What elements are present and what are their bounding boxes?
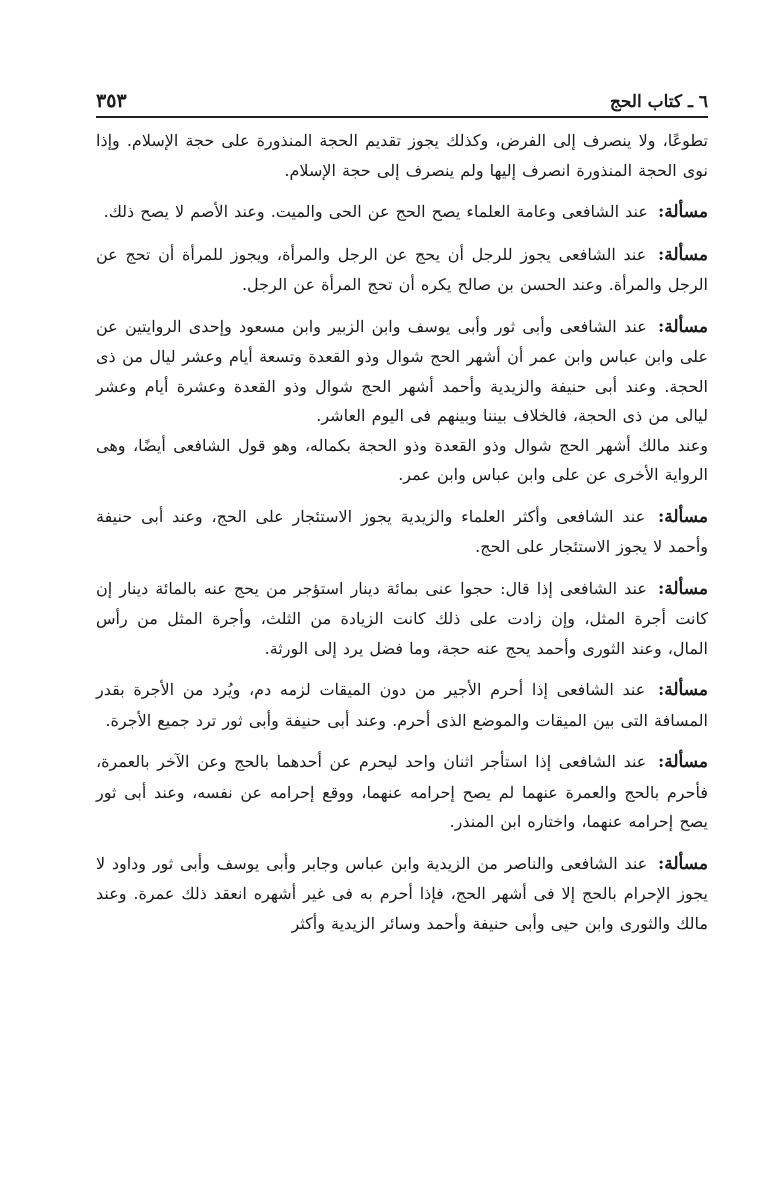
masala-heading: مسألة:: [657, 752, 709, 772]
masala-heading: مسألة:: [657, 578, 708, 599]
paragraph-text: عند الشافعى إذا أحرم الأجير من دون الميقات لزمه دم، ويُرد من الأجرة بقدر المسافة التى بين الميقات والموضع الذى أحرم. وعند أبى حنيفة وأبى ثور ترد جميع الأجرة.: [96, 680, 708, 730]
paragraph-masala: [96, 849, 708, 939]
paragraph-masala: [96, 312, 708, 431]
paragraph-text: عند الشافعى والناصر من الزيدية وابن عباس وجابر وأبى يوسف وأبى ثور وداود لا يجوز الإحرام بالحج إلا فى أشهر الحج، فإذا أحرم به فى غير أشهره انعقد ذلك عمرة. وعند مالك والثورى وابن حيى وأبى حنيفة وأحمد وسائر الزيدية وأكثر: [96, 853, 708, 933]
paragraph-text: عند الشافعى وعامة العلماء يصح الحج عن الحى والميت. وعند الأصم لا يصح ذلك.: [103, 202, 648, 221]
paragraph-text: تطوعًا، ولا ينصرف إلى الفرض، وكذلك يجوز تقديم الحجة المنذورة على حجة الإسلام. وإذا نوى الحجة المنذورة انصرف إليها ولم ينصرف إلى حجة الإسلام.: [96, 131, 708, 180]
paragraph-masala: [96, 747, 708, 837]
page-number: ٣٥٣: [96, 90, 127, 112]
paragraph-continuation: [96, 126, 708, 185]
paragraph-text: وعند مالك أشهر الحج شوال وذو القعدة وذو الحجة بكماله، وهو قول الشافعى أيضًا، وهى الرواية الأخرى عن على وابن عباس وابن عمر.: [96, 435, 708, 484]
book-page: [96, 82, 708, 950]
masala-heading: مسألة:: [657, 202, 708, 222]
paragraph-text: عند الشافعى وأكثر العلماء والزيدية يجوز الاستئجار على الحج، وعند أبى حنيفة وأحمد لا يجوز الاستئجار على الحج.: [96, 506, 708, 556]
paragraph-text: عند الشافعى إذا قال: حجوا عنى بمائة دينار استؤجر من يحج عنه بالمائة دينار إن كانت أجرة المثل، وإن زادت على ذلك كانت الزيادة من الثلث، وأجرة المثل من رأس المال، وعند الثورى وأحمد يحج عنه حجة، وما فضل يرد إلى الورثة.: [96, 578, 708, 658]
chapter-title: ٦ ـ كتاب الحج: [609, 92, 708, 112]
masala-heading: مسألة:: [657, 680, 708, 700]
paragraph-masala: [96, 675, 708, 735]
masala-heading: مسألة:: [657, 316, 708, 337]
paragraph-masala: [96, 502, 708, 562]
paragraph-text: عند الشافعى يجوز للرجل أن يحج عن الرجل والمرأة، ويجوز للمرأة أن تحج عن الرجل والمرأة. وعند الحسن بن صالح يكره أن تحج المرأة عن الرجل.: [96, 244, 708, 294]
paragraph-text: عند الشافعى وأبى ثور وأبى يوسف وابن الزبير وابن مسعود وإحدى الروايتين عن على وابن عباس وابن عمر أن أشهر الحج شوال وذو القعدة وتسعة أيام وعشر ليال من ذى الحجة. وعند أبى حنيفة والزيدية وأحمد أشهر الحج شوال وذو القعدة وعشرة أيام وعشر ليالى من ذى الحجة، فالخلاف بيننا وبينهم فى اليوم العاشر.: [96, 316, 708, 425]
masala-heading: مسألة:: [657, 244, 708, 265]
page-body: [96, 126, 708, 938]
masala-heading: مسألة:: [657, 506, 708, 527]
paragraph-text: عند الشافعى إذا استأجر اثنان واحد ليحرم عن أحدهما بالحج وعن الآخر بالعمرة، فأحرم بالحج والعمرة عنهما لم يصح إحرامه عنهما، ووقع إحرامه عن نفسه، وعند أبى ثور يصح إحرامه عنهما، واختاره ابن المنذر.: [96, 752, 708, 831]
running-header: [96, 82, 708, 118]
paragraph-masala: [96, 197, 708, 228]
paragraph-continuation: [96, 431, 708, 490]
masala-heading: مسألة:: [657, 853, 708, 874]
paragraph-masala: [96, 240, 708, 300]
paragraph-masala: [96, 574, 708, 664]
